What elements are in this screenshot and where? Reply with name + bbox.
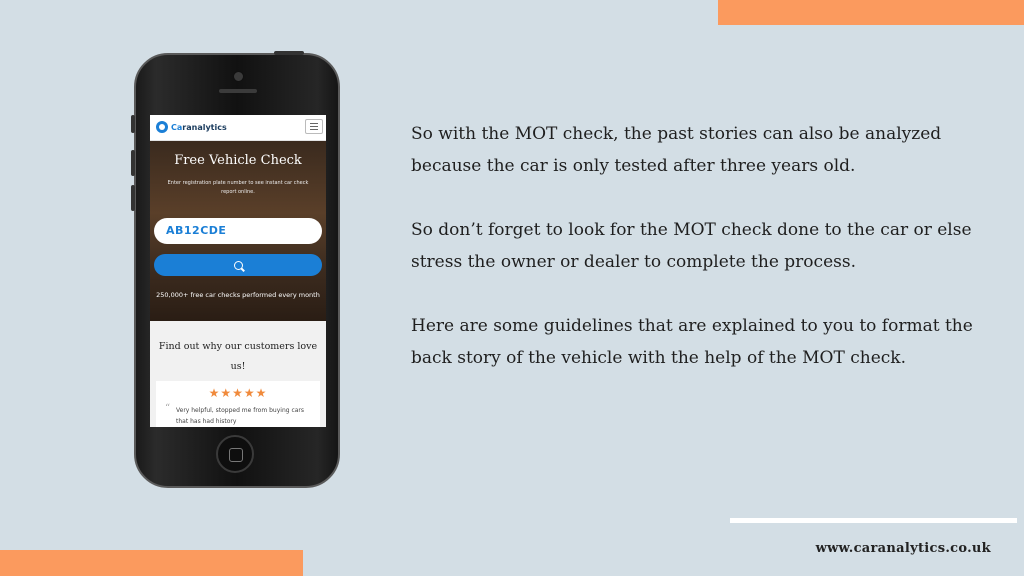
- hero-subtitle: Enter registration plate number to see instant car check report online.: [167, 180, 309, 195]
- caranalytics-logo[interactable]: [156, 121, 227, 133]
- paragraph-guidelines: Here are some guidelines that are explained to you to format the back story of the vehicle with the help of the MOT check.: [411, 316, 973, 368]
- review-text: Very helpful, stopped me from buying cars that has had history: [176, 407, 305, 425]
- star-rating-icon: ★★★★★: [208, 386, 268, 400]
- phone-mockup: [134, 53, 340, 488]
- phone-home-button: [216, 435, 254, 473]
- phone-volume-down: [131, 185, 135, 211]
- phone-volume-up: [131, 150, 135, 176]
- review-card: [156, 381, 320, 427]
- logo-text-rest: ranalytics: [182, 122, 227, 132]
- paragraph-mot-reminder: So don’t forget to look for the MOT check done to the car or else stress the owner or dealer to complete the process.: [411, 220, 972, 272]
- hero-section: [150, 141, 326, 321]
- hamburger-menu-icon[interactable]: [305, 119, 323, 134]
- search-button[interactable]: [154, 254, 322, 276]
- top-accent-bar: [718, 0, 1024, 25]
- bottom-accent-bar: [0, 550, 303, 576]
- phone-power-button: [274, 51, 304, 55]
- footer-website-url[interactable]: www.caranalytics.co.uk: [815, 541, 991, 556]
- hero-title: Free Vehicle Check: [174, 153, 302, 168]
- phone-camera: [233, 71, 244, 82]
- slide-body: [411, 118, 981, 406]
- reviews-section: [150, 321, 326, 427]
- phone-mute-switch: [131, 115, 135, 133]
- paragraph-mot-history: So with the MOT check, the past stories can also be analyzed because the car is only tested after three years old.: [411, 124, 942, 176]
- search-icon: [234, 261, 243, 270]
- phone-screen: [150, 115, 326, 427]
- phone-speaker: [219, 89, 257, 93]
- quote-icon: “: [165, 403, 171, 414]
- footer-divider: [730, 518, 1017, 523]
- site-navbar: [150, 115, 326, 141]
- logo-text-prefix: Ca: [171, 122, 183, 132]
- checks-performed-text: 250,000+ free car checks performed every month: [156, 291, 320, 299]
- logo-text: [171, 123, 227, 132]
- reviews-heading: Find out why our customers love us!: [158, 341, 318, 372]
- registration-plate-input[interactable]: AB12CDE: [154, 218, 322, 244]
- logo-icon: [156, 121, 168, 133]
